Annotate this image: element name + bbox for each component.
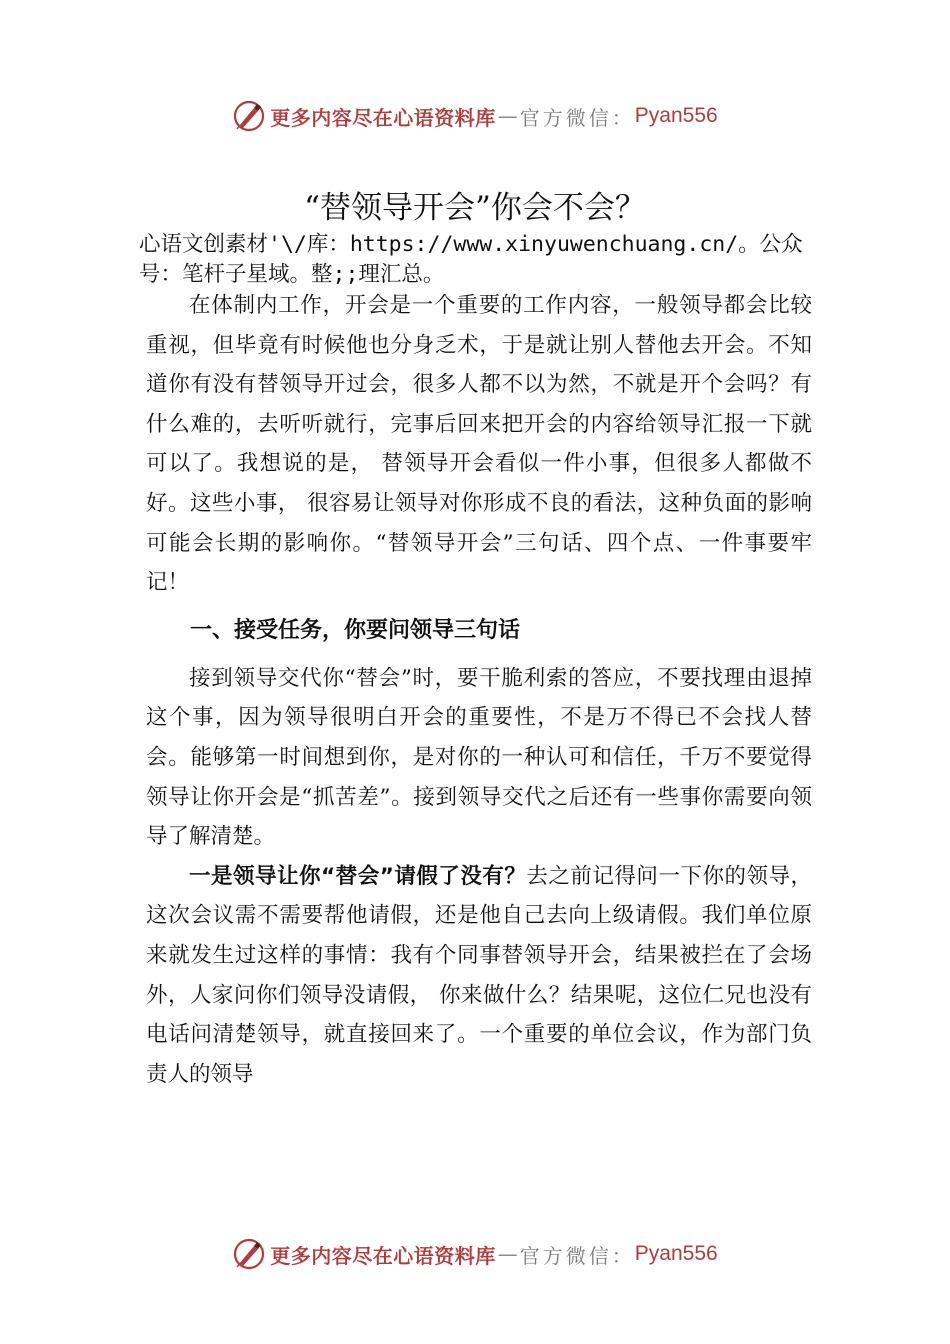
pen-logo-icon bbox=[232, 99, 266, 133]
footer-banner bbox=[0, 1234, 950, 1274]
banner-text: 更多内容尽在心语资料库 bbox=[270, 1243, 496, 1268]
banner-wechat-label: 官方微信： bbox=[519, 1243, 635, 1268]
paragraph: 接到领导交代你“替会”时，要干脆利索的答应，不要找理由退掉这个事，因为领导很明白开会的重要性，不是万不得已不会找人替会。能够第一时间想到你，是对你的一种认可和信任，千万不要觉得领导让你开会是“抓苦差”。接到领导交代之后还有一些事你需要向领导了解清楚。 bbox=[146, 665, 812, 850]
banner-wechat-id: Pyan556 bbox=[634, 1242, 718, 1265]
section-heading: 一、接受任务，你要问领导三句话 bbox=[190, 617, 521, 643]
banner-wechat-label: 官方微信： bbox=[519, 105, 635, 130]
paragraph-text: 去之前记得问一下你的领导，这次会议需不需要帮他请假，还是他自己去向上级请假。我们单位原来就发生过这样的事情：我有个同事替领导开会，结果被拦在了会场外，人家问你们领导没请假， 你来做什么？结果呢，这位仁兄也没有电话问清楚领导，就直接回来了。一个重要的单位会议，作为部门负责人的领导 bbox=[146, 863, 812, 1087]
header-banner bbox=[0, 96, 950, 136]
banner-wechat-id: Pyan556 bbox=[634, 104, 718, 127]
paragraph: 在体制内工作，开会是一个重要的工作内容，一般领导都会比较重视，但毕竟有时候他也分身乏术，于是就让别人替他去开会。不知道你有没有替领导开过会，很多人都不以为然，不就是开个会吗？有什么难的，去听听就行，完事后回来把开会的内容给领导汇报一下就可以了。我想说的是， 替领导开会看似一件小事，但很多人都做不好。这些小事， 很容易让领导对你形成不良的看法，这种负面的影响可能会长期的影响你。“替领导开会”三句话、四个点、一件事要牢记！ bbox=[146, 293, 812, 596]
pen-logo-icon bbox=[232, 1237, 266, 1271]
document-body bbox=[146, 286, 812, 1094]
banner-text: 更多内容尽在心语资料库 bbox=[270, 105, 496, 130]
paragraph bbox=[146, 857, 812, 1095]
source-line: 心语文创素材'\/库：https://www.xinyuwenchuang.cn/。公众号：笔杆子星域。整;;理汇总。 bbox=[139, 232, 803, 287]
document-title: “替领导开会”你会不会？ bbox=[304, 190, 646, 226]
paragraph-bold-lead: 一是领导让你“替会”请假了没有？ bbox=[189, 863, 527, 889]
banner-dash: — bbox=[497, 1242, 518, 1266]
banner-dash: — bbox=[497, 104, 518, 128]
